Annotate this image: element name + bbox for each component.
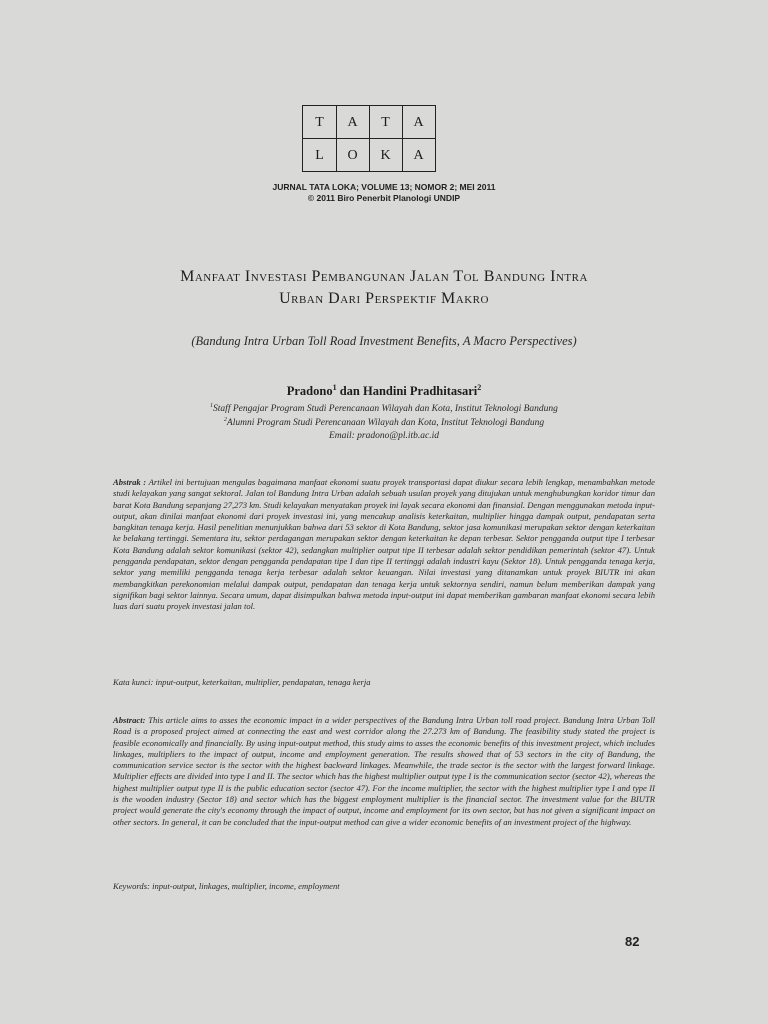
affiliation-text: Alumni Program Studi Perencanaan Wilayah dan Kota, Institut Teknologi Bandung bbox=[226, 418, 545, 429]
kata-kunci: Kata kunci: input-output, keterkaitan, multiplier, pendapatan, tenaga kerja bbox=[113, 677, 371, 687]
logo-letter: T bbox=[315, 115, 324, 130]
author-name: Handini Pradhitasari bbox=[362, 384, 478, 399]
journal-citation: JURNAL TATA LOKA; VOLUME 13; NOMOR 2; MEI 2011 bbox=[272, 182, 496, 192]
abstract-label: Abstract: bbox=[113, 715, 146, 725]
author-name: Pradono bbox=[286, 384, 333, 399]
author-superscript: 1 bbox=[332, 383, 337, 392]
logo-letter: T bbox=[381, 115, 390, 130]
affiliation-superscript: 2 bbox=[223, 417, 227, 423]
paper-title bbox=[0, 268, 768, 286]
logo-letter: A bbox=[347, 115, 358, 130]
abstrak-paragraph bbox=[113, 477, 655, 613]
abstrak-label: Abstrak : bbox=[113, 477, 147, 487]
affiliation-text: Staff Pengajar Program Studi Perencanaan Wilayah dan Kota, Institut Teknologi Bandung bbox=[213, 404, 558, 415]
abstrak-text: Artikel ini bertujuan mengulas bagaimana manfaat ekonomi suatu proyek transportasi dapat diukur secara lebih lengkap, menambahkan metode studi kelayakan yang sangat sektoral. Jalan tol Bandung Intra Urban adalah sebuah usulan proyek yang ditujukan untuk menghubungkan koridor timur dan barat Kota Bandung sepanjang 27,273 km. Studi kelayakan menyatakan proyek ini layak secara ekonomi dan finansial. Dengan menggunakan metoda input-output, akan dinilai manfaat ekonomi dari proyek investasi ini, yang mencakup analisis keterkaitan, multiplier hingga dampak output, pendapatan serta bangkitan tenaga kerja. Hasil penelitian menunjukkan bahwa dari 53 sektor di Kota Bandung, sektor jasa komunikasi merupakan sektor dengan keterkaitan ke belakang tertinggi. Sementara itu, sektor perdagangan merupakan sektor dengan keterkaitan ke depan terbesar. Sektor pengganda output tipe I terbesar Kota Bandung adalah sektor komunikasi (sektor 42), sedangkan multiplier output tipe II terbesar adalah sektor pendidikan pemerintah (sektor 47). Untuk pengganda pendapatan, sektor dengan pengganda pendapatan tipe I dan tipe II tertinggi adalah industri kayu (Sektor 18). Untuk pengganda tenaga kerja, sektor yang memiliki pengganda tenaga kerja terbesar adalah sektor keuangan. Nilai investasi yang ditanamkan untuk proyek BIUTR ini akan membangkitkan perekonomian melalui dampak output, pendapatan dan tenaga kerja untuk sektornya sendiri, namun belum memberikan dampak yang signifikan bagi sektor lainnya. Secara umum, dapat disimpulkan bahwa metoda input-output ini dapat memberikan gambaran manfaat ekonomi secara lebih luas dari suatu proyek investasi jalan tol. bbox=[113, 477, 655, 612]
title-line-1: Manfaat Investasi Pembangunan Jalan Tol Bandung Intra bbox=[180, 268, 588, 285]
logo-letter: L bbox=[315, 148, 324, 163]
author-email: Email: pradono@pl.itb.ac.id bbox=[328, 431, 440, 441]
page-number: 82 bbox=[625, 934, 640, 949]
logo-letter: O bbox=[347, 148, 358, 163]
abstract-text: This article aims to asses the economic impact in a wider perspectives of the Bandung Intra Urban toll road project. Bandung Intra Urban Toll Road is a proposed project aimed at connecting the east and west corridor along the 27.273 km of Bandung. The feasibility study stated the project is feasible economically and financially. By using input-output method, this study aims to asses the economic benefits of this investment project, which includes linkages, multipliers to the impact of output, income and employment generation. The results showed that of 53 sectors in the city of Bandung, the communication service sector is the sector with the highest backward linkages. Meanwhile, the trade sector is the sector with the largest forward linkage. Multiplier effects are divided into type I and II. The sector which has the highest multiplier output type I is the communication sector (sector 42), whereas the highest multiplier output type II is the public education sector (sector 47). For the income multiplier, the sector with the highest multiplier type I and type II is the wooden industry (Sector 18) and sector which has the biggest employment multiplier is the financial sector. The investment value for the BIUTR project would generate the city's economy through the impact of output, income and employment for its own sector, but has not given a significant impact on other sectors. In general, it can be concluded that the input-output method can give a wider economic benefits of an investment project of the highway. bbox=[113, 715, 655, 827]
author-line bbox=[0, 383, 768, 399]
title-line-2: Urban Dari Perspektif Makro bbox=[279, 290, 489, 307]
abstract-paragraph bbox=[113, 715, 655, 828]
affiliation-2 bbox=[0, 417, 768, 428]
author-superscript: 2 bbox=[477, 383, 482, 392]
affiliation-superscript: 1 bbox=[210, 403, 214, 409]
logo-letter: A bbox=[413, 115, 424, 130]
paper-subtitle: (Bandung Intra Urban Toll Road Investment Benefits, A Macro Perspectives) bbox=[191, 334, 577, 348]
keywords: Keywords: input-output, linkages, multiplier, income, employment bbox=[113, 881, 340, 891]
logo-letter: A bbox=[413, 148, 424, 163]
author-connector: dan bbox=[336, 384, 363, 399]
paper-title-cont bbox=[0, 290, 768, 308]
journal-copyright: © 2011 Biro Penerbit Planologi UNDIP bbox=[307, 193, 461, 203]
tata-loka-logo bbox=[302, 105, 436, 172]
logo-letter: K bbox=[380, 148, 391, 163]
affiliation-1 bbox=[0, 403, 768, 414]
